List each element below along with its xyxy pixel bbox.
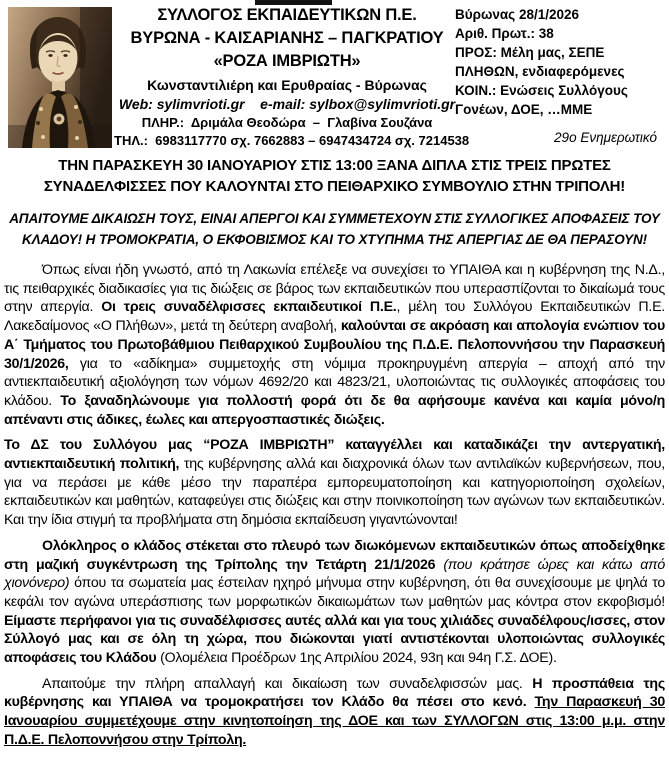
meta-cc-line2: Γονέων, ΔΟΕ, …ΜΜΕ — [455, 102, 593, 117]
org-name-line2: ΒΥΡΩΝΑ - ΚΑΙΣΑΡΙΑΝΗΣ – ΠΑΓΚΡΑΤΙΟΥ — [130, 29, 444, 47]
text-run: Όπως είναι ήδη γνωστό, από τη Λακωνία επέλεξε να συνεχίσει το ΥΠΑΙΘΑ και η κυβέρνηση της Ν.Δ., τις πειθαρχικές διαδικασίες για τις διώξεις σε βάρος των εκπαιδευτικών που υπερασπίζονται το δικαίωμά τους στην απεργία. — [4, 262, 665, 316]
text-run: Το ξαναδηλώνουμε για πολλοστή φορά ότι δε θα αφήσουμε κανένα και καμία μόνο/η απέναντι στις άδικες, έωλες και απεργοσπαστικές διώξεις. — [4, 392, 665, 428]
paragraph — [4, 537, 665, 668]
letterhead — [0, 0, 669, 153]
portrait-illustration — [8, 7, 112, 148]
org-block — [114, 4, 470, 150]
paragraph — [4, 675, 665, 750]
text-run: Η προσπάθεια της κυβέρνησης και ΥΠΑΙΘΑ να τρομοκρατήσει τον Κλάδο θα πέσει στο κενό. — [4, 675, 665, 711]
document-meta-block — [455, 5, 665, 147]
text-run: Την Παρασκευή 30 Ιανουαρίου συμμετέχουμε στην κινητοποίηση της ΔΟΕ και των ΣΥΛΛΟΓΩΝ στις 13:00 μ.μ. στην Π.Δ.Ε. Πελοποννήσου στην Τρίπολη. — [4, 694, 665, 748]
paragraph — [4, 261, 665, 429]
text-run: Οι τρεις συναδέλφισσες εκπαιδευτικοί Π.Ε. — [101, 299, 397, 316]
meta-place-date: Βύρωνας 28/1/2026 — [455, 7, 579, 22]
org-name-line1: ΣΥΛΛΟΓΟΣ ΕΚΠΑΙΔΕΥΤΙΚΩΝ Π.Ε. — [157, 6, 417, 24]
meta-recipients-line2: ΠΛΗΘΩΝ, ενδιαφερόμενες — [455, 64, 625, 79]
document-content — [4, 156, 665, 757]
org-name-line3: «ΡΟΖΑ ΙΜΒΡΙΩΤΗ» — [213, 52, 361, 70]
text-run: , μέλη του Συλλόγου Εκπαιδευτικών Π.Ε. Λακεδαίμονος «Ο Πλήθων», μετά τη δεύτερη αναβολή, — [4, 299, 665, 335]
org-phones: ΤΗΛ.: 6983117770 σχ. 7662883 – 6947434724 σχ. 7214538 — [114, 133, 470, 148]
paragraph — [4, 436, 665, 530]
main-headline: ΤΗΝ ΠΑΡΑΣΚΕΥΗ 30 ΙΑΝΟΥΑΡΙΟΥ ΣΤΙΣ 13:00 ΞΑΝΑ ΔΙΠΛΑ ΣΤΙΣ ΤΡΕΙΣ ΠΡΩΤΕΣ ΣΥΝΑΔΕΛΦΙΣΣΕΣ ΠΟΥ ΚΑΛΟΥΝΤΑΙ ΣΤΟ ΠΕΙΘΑΡΧΙΚΟ ΣΥΜΒΟΥΛΙΟ ΣΤΗΝ ΤΡΙΠΟΛΗ! — [43, 157, 626, 195]
text-run: (Ολομέλεια Προέδρων 1ης Απριλίου 2024, 93η και 94η Γ.Σ. ΔΟΕ). — [156, 650, 557, 667]
body-paragraphs — [4, 261, 665, 750]
bulletin-number: 29ο Ενημερωτικό — [554, 130, 657, 145]
text-run: Το ΔΣ του Συλλόγου μας “ΡΟΖΑ ΙΜΒΡΙΩΤΗ” καταγγέλλει και καταδικάζει την αντεργατική, αντιεκπαιδευτική πολιτική, — [4, 437, 665, 473]
text-run: Απαιτούμε την πλήρη απαλλαγή και δικαίωση των συναδελφισσών μας. — [42, 675, 533, 692]
text-run: (που κράτησε ώρες και κάτω από χιονόνερο) — [4, 556, 665, 592]
meta-protocol-number: Αριθ. Πρωτ.: 38 — [455, 26, 554, 41]
text-run: όπου τα σωματεία μας έστειλαν ηχηρό μήνυμα στην κυβέρνηση, ότι θα συνεχίσουμε με ψηλά το κεφάλι τον αγώνα υπεράσπισης των μορφωτικών δικαιωμάτων των μαθητών μας κόντρα στον εκφοβισμό! — [4, 575, 665, 610]
org-contact-persons: ΠΛΗΡ.: Δριμάλα Θεοδώρα – Γλαβίνα Σουζάνα — [141, 115, 433, 130]
sub-headline: ΑΠΑΙΤΟΥΜΕ ΔΙΚΑΙΩΣΗ ΤΟΥΣ, ΕΙΝΑΙ ΑΠΕΡΓΟΙ ΚΑΙ ΣΥΜΜΕΤΕΧΟΥΝ ΣΤΙΣ ΣΥΛΛΟΓΙΚΕΣ ΑΠΟΦΑΣΕΙΣ ΤΟΥ ΚΛΑΔΟΥ! Η ΤΡΟΜΟΚΡΑΤΙΑ, Ο ΕΚΦΟΒΙΣΜΟΣ ΚΑΙ ΤΟ ΧΤΥΠΗΜΑ ΤΗΣ ΑΠΕΡΓΙΑΣ ΔΕ ΘΑ ΠΕΡΑΣΟΥΝ! — [9, 211, 660, 247]
text-run: της κυβέρνησης αλλά και διαχρονικά όλων των αντιλαϊκών κυβερνήσεων, που, για να περάσει με κάθε μέσο την παραπέρα εμπορευματοποίηση και κατηγοριοποίηση σχολείων, εκπαιδευτικών και μαθητών, καταφεύγει στις διώξεις και στην ποινικοποίηση των αγώνων των εκπαιδευτικών. Και την ίδια στιγμή τα προβλήματα στη δημόσια εκπαίδευση γιγαντώνονται! — [4, 456, 665, 529]
org-address: Κωνσταντιλιέρη και Ερυθραίας - Βύρωνας — [147, 77, 427, 93]
text-run: Είμαστε περήφανοι για τις συναδέλφισσες αυτές αλλά και για τους χιλιάδες συναδέλφους/ισσες, στον Σύλλογό μας και σε όλη τη χώρα, που διώκονται γιατί αντιστέκονται υλοποιώντας συλλογικές αποφάσεις του Κλάδου — [4, 612, 665, 667]
meta-cc-line1: ΚΟΙΝ.: Ενώσεις Συλλόγους — [455, 83, 628, 98]
text-run: για το «αδίκημα» συμμετοχής στη νόμιμα προκηρυγμένη απεργία – αποχή από την αντιεκπαιδευτική αξιολόγηση των νόμων 4692/20 και 4823/21, υλοποιώντας τις συλλογικές αποφάσεις του κλάδου. — [4, 355, 665, 409]
text-run: καλούνται σε ακρόαση και απολογία ενώπιον του Α΄ Τμήματος του Πρωτοβάθμιου Πειθαρχικού Συμβουλίου της Π.Δ.Ε. Πελοποννήσου την Παρασκευή 30/1/2026, — [4, 318, 665, 372]
text-run: Ολόκληρος ο κλάδος στέκεται στο πλευρό των διωκόμενων εκπαιδευτικών όπως αποδείχθηκε στη μαζική συγκέντρωση της Τρίπολης την Τετάρτη 21/1/2026 — [4, 537, 665, 573]
org-web-email: Web: sylimvrioti.gr e-mail: sylbox@sylimvrioti.gr — [118, 96, 456, 112]
meta-recipients-line1: ΠΡΟΣ: Μέλη μας, ΣΕΠΕ — [455, 45, 605, 60]
roza-imvrioti-portrait-photo — [8, 7, 112, 148]
